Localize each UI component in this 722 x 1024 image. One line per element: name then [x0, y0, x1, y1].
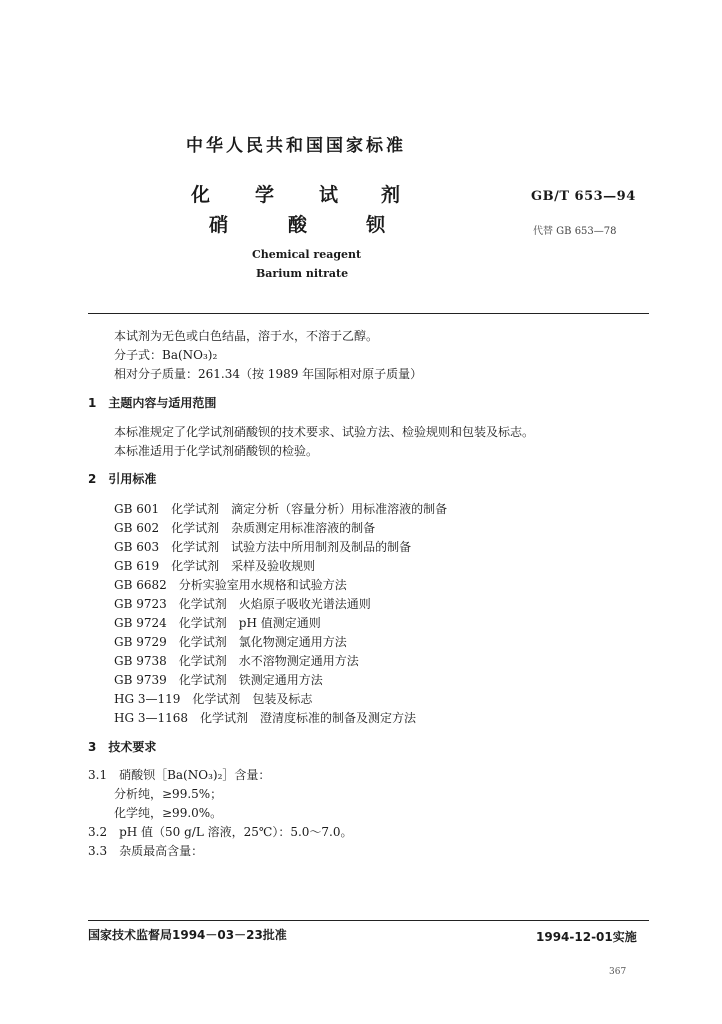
reference-standard: GB 601 化学试剂 滴定分析（容量分析）用标准溶液的制备 [114, 502, 448, 516]
section-1-heading: 1 主题内容与适用范围 [88, 396, 217, 410]
title-char-3: 试 [319, 184, 339, 206]
section-3-heading: 3 技术要求 [88, 740, 157, 754]
title-char-4: 剂 [381, 184, 401, 206]
reference-standard: GB 602 化学试剂 杂质测定用标准溶液的制备 [114, 521, 376, 535]
reference-standard: HG 3—1168 化学试剂 澄清度标准的制备及测定方法 [114, 711, 417, 725]
title-english-2: Barium nitrate [256, 267, 349, 280]
footer-divider [88, 920, 649, 921]
item-3-1: 3.1 硝酸钡［Ba(NO₃)₂］含量： [88, 768, 271, 782]
intro-description: 本试剂为无色或白色结晶，溶于水，不溶于乙醇。 [114, 329, 379, 343]
title-char-6: 酸 [288, 214, 308, 236]
section-1-paragraph-1: 本标准规定了化学试剂硝酸钡的技术要求、试验方法、检验规则和包装及标志。 [114, 425, 535, 439]
section-2-heading: 2 引用标准 [88, 472, 157, 486]
item-3-1-analytical-grade: 分析纯，≥99.5%； [114, 787, 223, 801]
reference-standard: GB 9729 化学试剂 氯化物测定通用方法 [114, 635, 347, 649]
replaces-standard: 代替 GB 653—78 [533, 226, 617, 237]
intro-molecular-mass: 相对分子质量：261.34（按 1989 年国际相对原子质量） [114, 367, 423, 381]
reference-standard: GB 9739 化学试剂 铁测定通用方法 [114, 673, 323, 687]
reference-standard: GB 619 化学试剂 采样及验收规则 [114, 559, 316, 573]
title-english-1: Chemical reagent [252, 248, 362, 261]
item-3-3: 3.3 杂质最高含量： [88, 844, 204, 858]
header-divider [88, 313, 649, 314]
standard-number: GB/T 653—94 [531, 189, 636, 204]
reference-standard: GB 9724 化学试剂 pH 值测定通则 [114, 616, 321, 630]
approval-line: 国家技术监督局1994－03－23批准 [88, 928, 287, 942]
page-number: 367 [609, 967, 627, 977]
title-char-7: 钡 [366, 214, 386, 236]
intro-formula: 分子式：Ba(NO₃)₂ [114, 348, 218, 362]
reference-standard: GB 9723 化学试剂 火焰原子吸收光谱法通则 [114, 597, 371, 611]
item-3-1-chemical-grade: 化学纯，≥99.0%。 [114, 806, 223, 820]
section-1-paragraph-2: 本标准适用于化学试剂硝酸钡的检验。 [114, 444, 319, 458]
title-char-2: 学 [255, 184, 275, 206]
title-char-5: 硝 [209, 214, 229, 236]
national-standard-heading: 中华人民共和国国家标准 [186, 136, 406, 156]
reference-standard: GB 603 化学试剂 试验方法中所用制剂及制品的制备 [114, 540, 412, 554]
reference-standard: GB 9738 化学试剂 水不溶物测定通用方法 [114, 654, 359, 668]
item-3-2: 3.2 pH 值（50 g/L 溶液，25℃）：5.0～7.0。 [88, 825, 353, 839]
title-char-1: 化 [191, 184, 211, 206]
reference-standard: GB 6682 分析实验室用水规格和试验方法 [114, 578, 347, 592]
reference-standard: HG 3—119 化学试剂 包装及标志 [114, 692, 313, 706]
implementation-date: 1994-12-01实施 [536, 930, 637, 944]
